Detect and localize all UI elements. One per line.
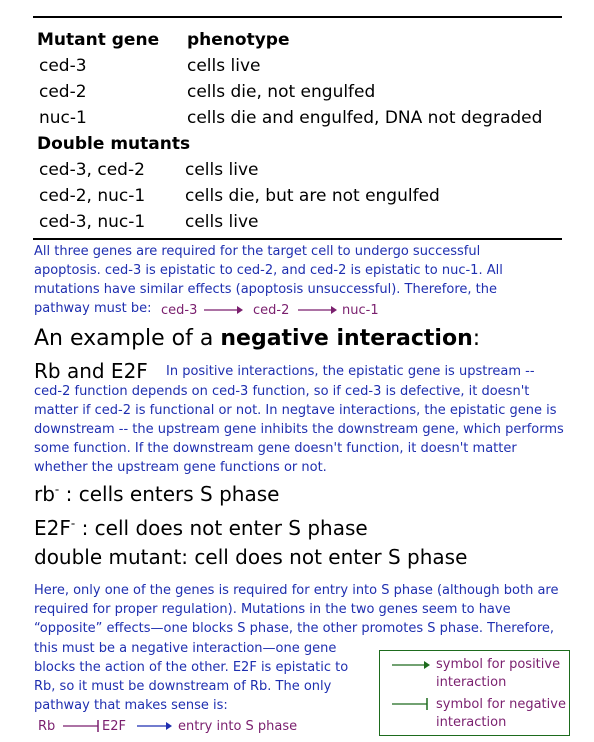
note-line: In positive interactions, the epistatic gene is upstream -- <box>166 364 535 379</box>
positive-arrow-icon <box>203 303 243 317</box>
pathway-gene: Rb <box>38 719 56 734</box>
pathway-gene: ced-3 <box>161 303 198 318</box>
top-rule <box>33 16 562 18</box>
note-line: All three genes are required for the target cell to undergo successful <box>34 244 481 259</box>
note-line: this must be a negative interaction—one gene <box>34 641 337 656</box>
row-gene: ced-3, nuc-1 <box>39 212 146 232</box>
row-phenotype: cells die and engulfed, DNA not degraded <box>187 108 543 128</box>
section-heading: An example of a negative interaction: <box>34 326 481 351</box>
note-line: matter if ced-2 is functional or not. In negtave interactions, the epistatic gene is <box>34 403 557 418</box>
note-line: Here, only one of the genes is required for entry into S phase (although both are <box>34 583 559 598</box>
note-line: pathway must be: <box>34 301 152 316</box>
row-phenotype: cells die, not engulfed <box>187 82 376 102</box>
note-line: mutations have similar effects (apoptosis unsuccessful). Therefore, the <box>34 282 497 297</box>
note-line: downstream -- the upstream gene inhibits the downstream gene, which performs <box>34 422 564 437</box>
negative-arrow-icon <box>62 718 102 734</box>
row-gene: nuc-1 <box>39 108 87 128</box>
legend-label: interaction <box>436 715 507 730</box>
note-line: ced-2 function depends on ced-3 function, so if ced-3 is defective, it doesn't <box>34 384 530 399</box>
note-line: Rb, so it must be downstream of Rb. The only <box>34 679 332 694</box>
positive-arrow-icon <box>391 658 431 672</box>
row-gene: ced-3 <box>39 56 87 76</box>
double-mutants-header: Double mutants <box>37 134 191 154</box>
rb-phenotype: rb- : cells enters S phase <box>34 482 280 506</box>
pathway-gene: ced-2 <box>253 303 290 318</box>
pathway-gene: E2F <box>102 719 126 734</box>
note-line: “opposite” effects—one blocks S phase, the other promotes S phase. Therefore, <box>34 621 555 636</box>
note-line: apoptosis. ced-3 is epistatic to ced-2, and ced-2 is epistatic to nuc-1. All <box>34 263 503 278</box>
note-line: blocks the action of the other. E2F is epistatic to <box>34 660 349 675</box>
note-line: pathway that makes sense is: <box>34 698 228 713</box>
row-phenotype: cells live <box>187 56 261 76</box>
row-phenotype: cells live <box>185 212 259 232</box>
note-line: required for proper regulation). Mutations in the two genes seem to have <box>34 602 511 617</box>
row-gene: ced-2, nuc-1 <box>39 186 146 206</box>
row-phenotype: cells die, but are not engulfed <box>185 186 440 206</box>
rb-e2f-label: Rb and E2F <box>34 359 148 383</box>
legend-label: symbol for positive <box>436 657 561 672</box>
row-phenotype: cells live <box>185 160 259 180</box>
pathway-target: entry into S phase <box>178 719 298 734</box>
positive-arrow-icon <box>297 303 337 317</box>
row-gene: ced-3, ced-2 <box>39 160 145 180</box>
row-gene: ced-2 <box>39 82 87 102</box>
e2f-phenotype: E2F- : cell does not enter S phase <box>34 516 368 540</box>
positive-arrow-icon <box>136 719 172 733</box>
bottom-rule <box>33 238 562 240</box>
header-gene: Mutant gene <box>37 30 160 50</box>
header-phenotype: phenotype <box>187 30 290 50</box>
legend-label: interaction <box>436 675 507 690</box>
negative-arrow-icon <box>391 696 431 712</box>
note-line: whether the upstream gene functions or not. <box>34 460 327 475</box>
double-mutant-phenotype: double mutant: cell does not enter S phase <box>34 545 468 569</box>
legend-label: symbol for negative <box>436 697 566 712</box>
pathway-gene: nuc-1 <box>342 303 379 318</box>
note-line: some function. If the downstream gene doesn't function, it doesn't matter <box>34 441 517 456</box>
